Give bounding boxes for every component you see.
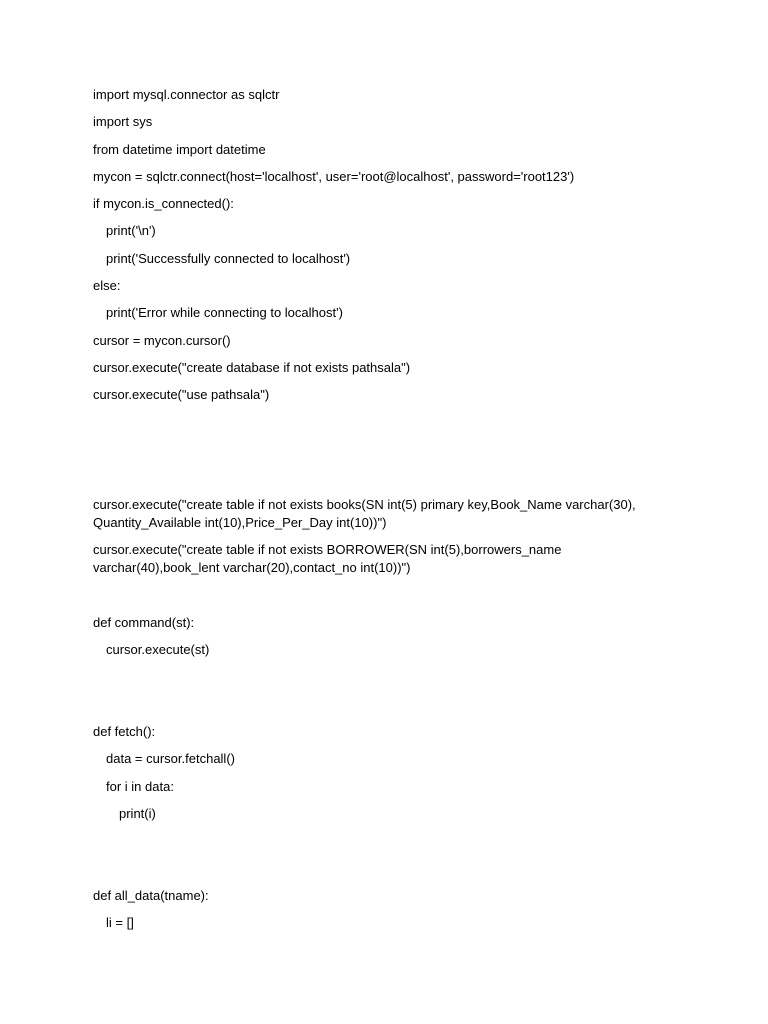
code-line: from datetime import datetime <box>93 142 266 157</box>
code-line: def all_data(tname): <box>93 888 209 903</box>
code-line: print('Error while connecting to localhost') <box>106 305 343 320</box>
code-line: cursor.execute(st) <box>106 642 210 657</box>
code-line: import mysql.connector as sqlctr <box>93 87 280 102</box>
code-line: def fetch(): <box>93 724 156 739</box>
code-line: cursor.execute("create database if not exists pathsala") <box>93 360 411 375</box>
code-line: cursor.execute("create table if not exists BORROWER(SN int(5),borrowers_name <box>93 542 562 557</box>
code-line: if mycon.is_connected(): <box>93 196 234 211</box>
code-line: print('Successfully connected to localhost') <box>106 251 351 266</box>
code-line: def command(st): <box>93 615 195 630</box>
code-line: cursor = mycon.cursor() <box>93 333 231 348</box>
code-line: li = [] <box>106 915 134 930</box>
code-line: else: <box>93 278 121 293</box>
code-line: import sys <box>93 114 153 129</box>
code-line: varchar(40),book_lent varchar(20),contact_no int(10))") <box>93 560 411 575</box>
code-line: for i in data: <box>106 779 174 794</box>
code-line: mycon = sqlctr.connect(host='localhost', user='root@localhost', password='root123') <box>93 169 575 184</box>
code-line: cursor.execute("use pathsala") <box>93 387 270 402</box>
code-line: print(i) <box>119 806 156 821</box>
code-line: print('\n') <box>106 223 156 238</box>
code-line: data = cursor.fetchall() <box>106 751 235 766</box>
code-line: Quantity_Available int(10),Price_Per_Day int(10))") <box>93 515 387 530</box>
code-line: cursor.execute("create table if not exists books(SN int(5) primary key,Book_Name varchar(30), <box>93 497 636 512</box>
